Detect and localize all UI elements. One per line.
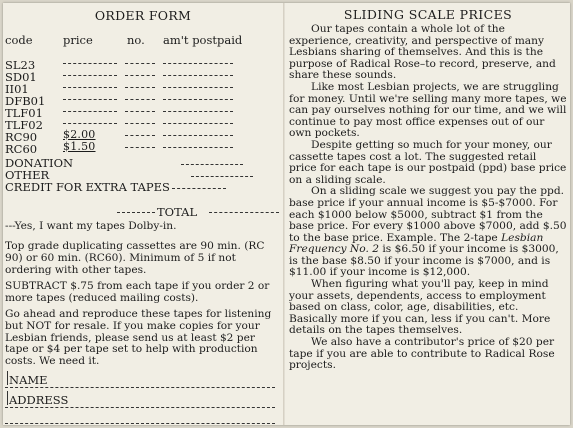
sliding-p5: When figuring what you'll pay, keep in mind your assets, dependents, access to employment based on class, color, age, disabilities, etc. Basically more if you can, less if you can't. More details on the tapes themselves. xyxy=(289,277,551,337)
tape-title: Lesbian Frequency No. 2 xyxy=(289,230,544,256)
quantity-blank[interactable] xyxy=(125,111,155,112)
col-code: code xyxy=(5,33,33,47)
sliding-p3: Despite getting so much for your money, our cassette tapes cost a lot. The suggested retail price for each tape is our postpaid (ppd) base price on a sliding scale. xyxy=(289,137,567,186)
address-label: ADDRESS xyxy=(9,393,69,407)
tape-code: TLF01 xyxy=(5,106,43,120)
quantity-blank[interactable] xyxy=(125,123,155,124)
col-amount: am't postpaid xyxy=(163,33,243,47)
total-label: TOTAL xyxy=(157,205,198,219)
price-blank[interactable] xyxy=(63,75,117,76)
price-blank[interactable] xyxy=(63,123,117,124)
tape-code: RC60 xyxy=(5,142,38,156)
col-price: price xyxy=(63,33,93,47)
price-blank[interactable] xyxy=(63,87,117,88)
order-extras xyxy=(5,157,281,193)
amount-blank[interactable] xyxy=(163,87,233,88)
sliding-scale-title: SLIDING SCALE PRICES xyxy=(343,7,513,22)
order-row[interactable] xyxy=(5,107,281,119)
subtract-note: SUBTRACT $.75 from each tape if you order 2 or more tapes (reduced mailing costs). xyxy=(5,280,270,304)
reproduce-note: Go ahead and reproduce these tapes for listening but NOT for resale. If you make copies for your Lesbian friends, please send us at least $2 per tape or $4 per tape set to help with production costs. We need it. xyxy=(5,308,272,368)
quantity-blank[interactable] xyxy=(125,99,155,100)
quantity-blank[interactable] xyxy=(125,147,155,148)
amount-blank[interactable] xyxy=(163,99,233,100)
quantity-blank[interactable] xyxy=(125,87,155,88)
price-blank[interactable] xyxy=(63,111,117,112)
quantity-blank[interactable] xyxy=(125,135,155,136)
tape-code: SL23 xyxy=(5,58,36,72)
order-rows xyxy=(5,59,281,155)
order-form-title: ORDER FORM xyxy=(94,8,192,23)
order-row[interactable] xyxy=(5,71,281,83)
order-row[interactable] xyxy=(5,140,281,156)
sliding-p2: Like most Lesbian projects, we are struggling for money. Until we're selling many more tapes, we can pay ourselves nothing for our time, and we will continue to pay most office expenses out of our own pockets. xyxy=(289,79,567,140)
address-field[interactable] xyxy=(5,393,281,405)
order-row[interactable] xyxy=(5,59,281,71)
amount-blank[interactable] xyxy=(163,63,233,64)
fold-line xyxy=(283,3,285,425)
tape-price: $1.50 xyxy=(63,140,96,153)
sliding-p6: We also have a contributor's price of $20 per tape if you are able to contribute to Radical Rose projects. xyxy=(289,335,555,372)
total-row[interactable] xyxy=(5,205,281,219)
name-field[interactable] xyxy=(5,373,281,385)
tape-code: RC90 xyxy=(5,130,38,144)
tape-code: DFB01 xyxy=(5,94,46,108)
amount-blank[interactable] xyxy=(163,123,233,124)
amount-blank[interactable] xyxy=(163,135,233,136)
tape-code: II01 xyxy=(5,82,29,96)
order-form-panel xyxy=(5,9,281,423)
amount-blank[interactable] xyxy=(163,111,233,112)
dolby-option[interactable]: ---Yes, I want my tapes Dolby-in. xyxy=(5,220,177,232)
donation-label: DONATION xyxy=(5,156,74,170)
price-blank[interactable] xyxy=(63,99,117,100)
price-blank[interactable] xyxy=(63,63,117,64)
order-row[interactable] xyxy=(5,128,281,144)
duplicating-note: Top grade duplicating cassettes are 90 min. (RC 90) or 60 min. (RC60). Minimum of 5 if not ordering with other tapes. xyxy=(5,240,265,276)
dolby-text: Yes, I want my tapes Dolby-in. xyxy=(14,220,177,232)
quantity-blank[interactable] xyxy=(125,63,155,64)
order-row[interactable] xyxy=(5,83,281,95)
tape-code: SD01 xyxy=(5,70,37,84)
tape-price: $2.00 xyxy=(63,128,96,141)
tape-code: TLF02 xyxy=(5,118,43,132)
order-row[interactable] xyxy=(5,119,281,131)
credit-row[interactable] xyxy=(5,181,281,193)
name-label: NAME xyxy=(9,373,48,387)
col-no: no. xyxy=(127,33,145,47)
sliding-p1: Our tapes contain a whole lot of the experience, creativity, and perspective of many Lesbians sharing of themselves. And this is the purpose of Radical Rose–to record, preserve, and share these sounds. xyxy=(289,22,556,82)
order-form-header xyxy=(5,33,281,47)
order-row[interactable] xyxy=(5,95,281,107)
amount-blank[interactable] xyxy=(163,147,233,148)
quantity-blank[interactable] xyxy=(125,75,155,76)
other-label: OTHER xyxy=(5,168,50,182)
credit-label: CREDIT FOR EXTRA TAPES xyxy=(5,180,170,194)
amount-blank[interactable] xyxy=(163,75,233,76)
sliding-p4: On a sliding scale we suggest you pay the ppd. base price if your annual income is $5-$7000. For each $1000 below $5000, subtract $1 from the base price. For every $1000 above $7000, add $.50 to the base price. Example. The 2-tape Lesbian Frequency No. 2 is $6.50 if your income is $3000, is the base $8.50 if your income is $7000, and is $11.00 if your income is $12,000. xyxy=(289,184,567,279)
brochure-sheet xyxy=(3,3,570,425)
sliding-scale-panel xyxy=(289,7,567,423)
address-line-2[interactable] xyxy=(5,423,275,424)
